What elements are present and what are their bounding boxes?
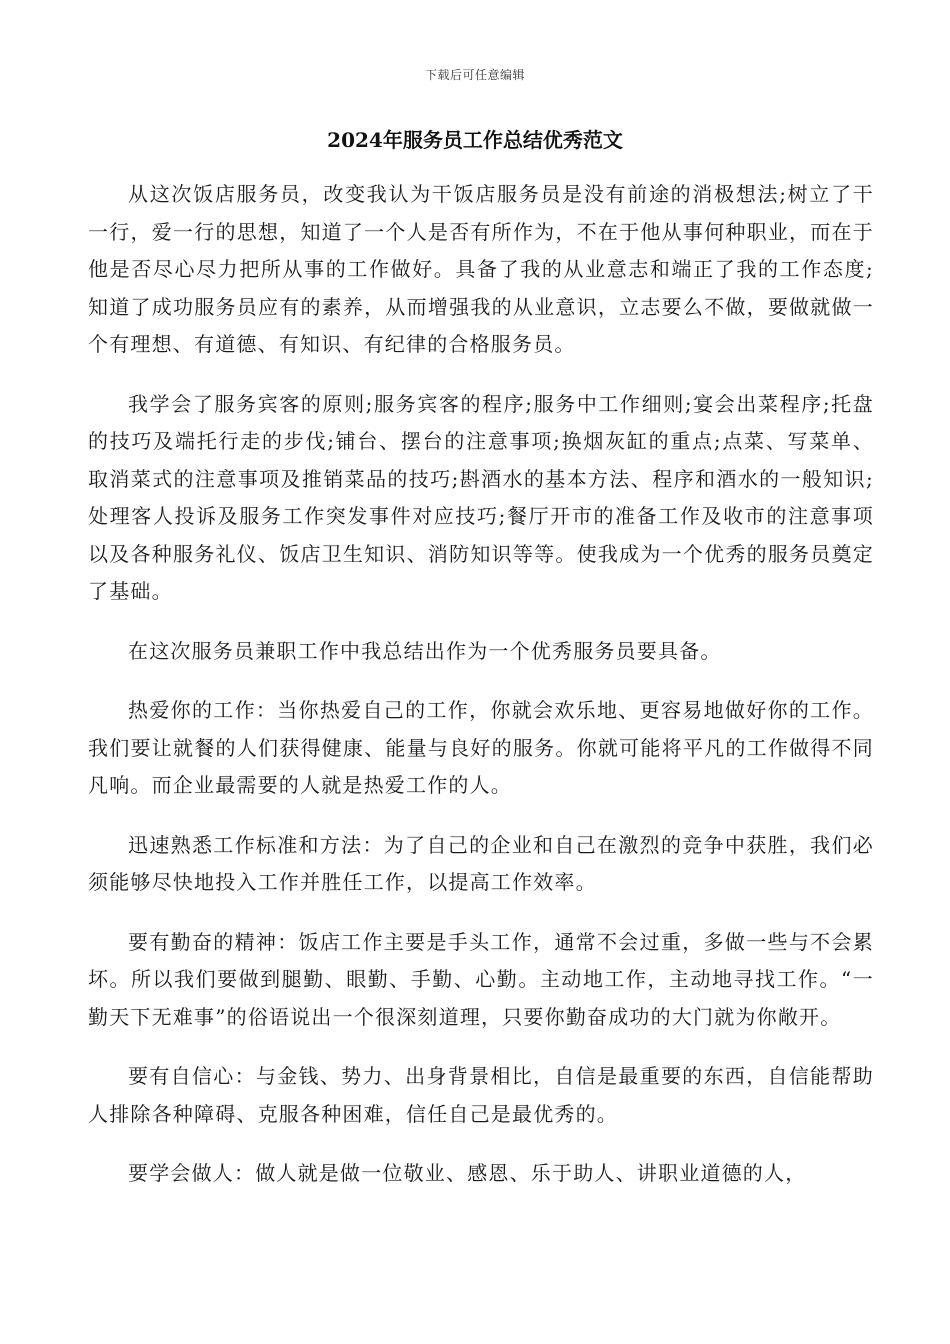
paragraph-summary: 在这次服务员兼职工作中我总结出作为一个优秀服务员要具备。 <box>128 638 722 663</box>
document-body <box>88 176 874 1215</box>
paragraph-standards: 迅速熟悉工作标准和方法：为了自己的企业和自己在激烈的竞争中获胜，我们必须能够尽快地投入工作并胜任工作，以提高工作效率。 <box>88 832 874 894</box>
paragraph-intro: 从这次饭店服务员，改变我认为干饭店服务员是没有前途的消极想法;树立了干一行，爱一行的思想，知道了一个人是否有所作为，不在于他从事何种职业，而在于他是否尽心尽力把所从事的工作做好。具备了我的从业意志和端正了我的工作态度;知道了成功服务员应有的素养，从而增强我的从业意识，立志要么不做，要做就做一个有理想、有道德、有知识、有纪律的合格服务员。 <box>88 182 874 356</box>
header-note: 下载后可任意编辑 <box>424 68 525 82</box>
paragraph-conduct: 要学会做人：做人就是做一位敬业、感恩、乐于助人、讲职业道德的人， <box>128 1161 807 1185</box>
paragraph-diligence: 要有勤奋的精神：饭店工作主要是手头工作，通常不会过重，多做一些与不会累坏。所以我们要做到腿勤、眼勤、手勤、心勤。主动地工作，主动地寻找工作。“一勤天下无难事”的俗语说出一个很深刻道理，只要你勤奋成功的大门就为你敞开。 <box>88 929 874 1029</box>
document-title: 2024年服务员工作总结优秀范文 <box>327 128 623 152</box>
paragraph-love-work: 热爱你的工作：当你热爱自己的工作，你就会欢乐地、更容易地做好你的工作。我们要让就餐的人们获得健康、能量与良好的服务。你就可能将平凡的工作做得不同凡响。而企业最需要的人就是热爱工作的人。 <box>88 698 874 797</box>
paragraph-skills: 我学会了服务宾客的原则;服务宾客的程序;服务中工作细则;宴会出菜程序;托盘的技巧及端托行走的步伐;铺台、摆台的注意事项;换烟灰缸的重点;点菜、写菜单、取消菜式的注意事项及推销菜品的技巧;斟酒水的基本方法、程序和酒水的一般知识;处理客人投诉及服务工作突发事件对应技巧;餐厅开市的准备工作及收市的注意事项以及各种服务礼仪、饭店卫生知识、消防知识等等。使我成为一个优秀的服务员奠定了基础。 <box>88 391 874 603</box>
paragraph-confidence: 要有自信心：与金钱、势力、出身背景相比，自信是最重要的东西，自信能帮助人排除各种障碍、克服各种困难，信任自己是最优秀的。 <box>88 1064 874 1126</box>
